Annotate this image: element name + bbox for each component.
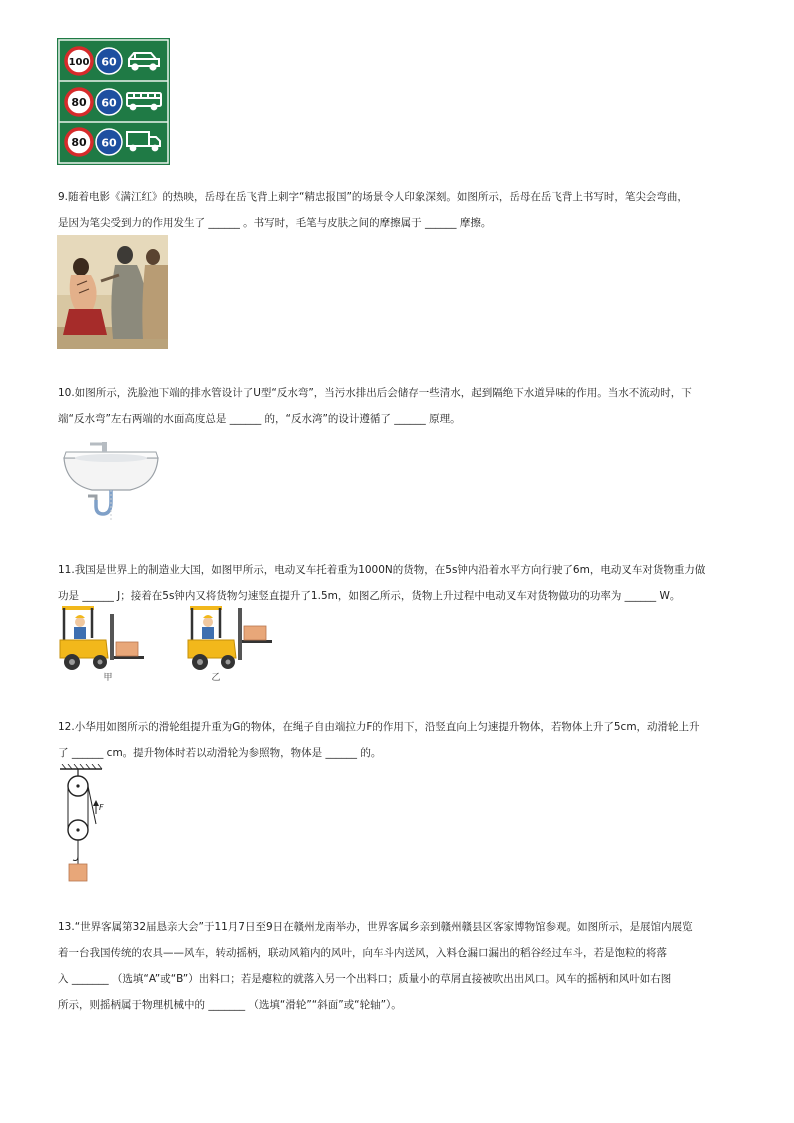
figure-label-a: 甲 [103,673,113,682]
question-11-line: 功是 ______ J；接着在5s钟内又将货物匀速竖直提升了1.5m，如图乙所示，货物上升过程中电动叉车对货物做功的功率为 ______ W。 [58,590,681,602]
limit-value: 80 [71,136,87,149]
question-12 [58,714,740,766]
question-13-line: 13.“世界客属第32届恳亲大会”于11月7日至9日在赣州龙南举办，世界客属乡亲到赣州赣县区客家博物馆参观。如图所示，是展馆内展览 [58,921,693,933]
force-label: F [99,803,104,812]
question-13 [58,914,740,1018]
question-9-line: 是因为笔尖受到力的作用发生了 ______ 。书写时，毛笔与皮肤之间的摩擦属于 ______ 摩擦。 [58,217,492,229]
yue-fei-tattoo-painting [57,235,168,349]
question-11 [58,557,740,609]
question-13-line: 着一台我国传统的农具——风车，转动摇柄，联动风箱内的风叶，向车斗内送风，入料仓漏口漏出的稻谷经过车斗，若是饱粒的将落 [58,947,667,959]
washbasin-u-trap-figure [62,440,160,522]
question-10-line: 端“反水弯”左右两端的水面高度总是 ______ 的，“反水湾”的设计遵循了 ______ 原理。 [58,413,461,425]
question-12-line: 了 ______ cm。提升物体时若以动滑轮为参照物，物体是 ______ 的。 [58,747,382,759]
question-9-line: 9.随着电影《满江红》的热映，岳母在岳飞背上刺字“精忠报国”的场景令人印象深刻。如图所示，岳母在岳飞背上书写时，笔尖会弯曲， [58,191,688,203]
question-9 [58,184,740,236]
figure-label-b: 乙 [211,673,221,682]
speed-limit-sign [57,38,170,165]
question-10-line: 10.如图所示，洗脸池下端的排水管设计了U型“反水弯”，当污水排出后会储存一些清水，起到隔绝下水道异味的作用。当水不流动时，下 [58,387,692,399]
question-12-line: 12.小华用如图所示的滑轮组提升重为G的物体，在绳子自由端拉力F的作用下，沿竖直向上匀速提升物体，若物体上升了5cm，动滑轮上升 [58,721,700,733]
question-11-line: 11.我国是世界上的制造业大国，如图甲所示，电动叉车托着重为1000N的货物，在5s钟内沿着水平方向行驶了6m，电动叉车对货物重力做 [58,564,706,576]
forklift-figure-b [186,604,278,682]
question-13-line: 所示，则摇柄属于物理机械中的 _______ （选填“滑轮”“斜面”或“轮轴”）。 [58,999,402,1011]
limit-value: 80 [71,96,87,109]
limit-value: 100 [68,57,90,68]
question-10 [58,380,740,432]
speed-value: 60 [101,96,117,110]
question-13-line: 入 _______ （选填“A”或“B”）出料口；若是瘪粒的就落入另一个出料口；质量小的草屑直接被吹出出风口。风车的摇柄和风叶如右图 [58,973,672,985]
speed-value: 60 [101,55,117,69]
speed-value: 60 [101,136,117,150]
pulley-system-figure [58,764,108,886]
forklift-figure-a [58,604,150,682]
